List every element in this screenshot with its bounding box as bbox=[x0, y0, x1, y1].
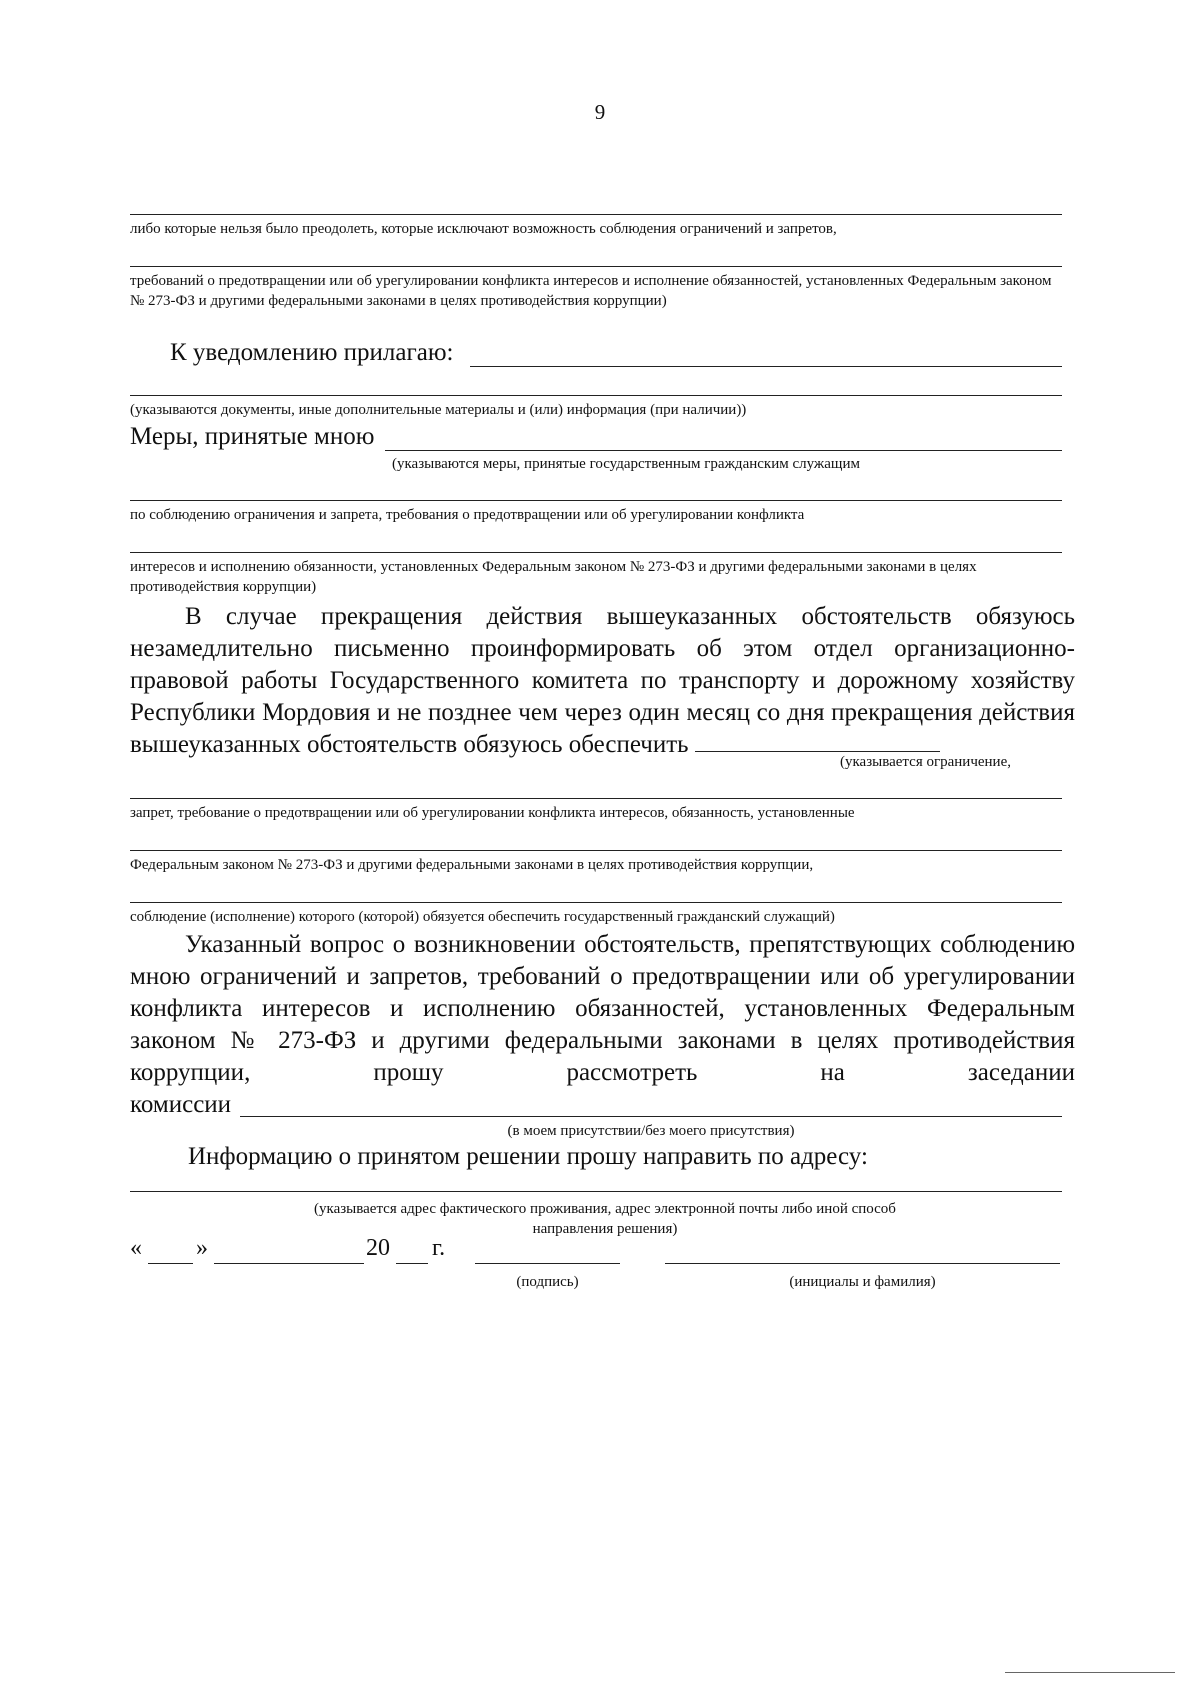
attach-field[interactable] bbox=[470, 338, 1062, 367]
restriction-hint-4: соблюдение (исполнение) которого (которой) обязуется обеспечить государственный гражданский служащий) bbox=[130, 909, 835, 925]
presence-hint: (в моем присутствии/без моего присутствия) bbox=[507, 1123, 795, 1139]
restriction-hint-2: запрет, требование о предотвращении или об урегулировании конфликта интересов, обязанность, установленные bbox=[130, 805, 855, 821]
name-label: (инициалы и фамилия) bbox=[789, 1274, 936, 1290]
address-hint: (указывается адрес фактического проживания, адрес электронной почты либо иной способ направления решения) bbox=[314, 1201, 896, 1237]
date-signature-row bbox=[130, 1235, 1070, 1269]
fill-line bbox=[130, 214, 1062, 215]
fill-line bbox=[130, 266, 1062, 267]
paragraph-request-text: Указанный вопрос о возникновении обстоятельств, препятствующих соблюдению мною ограничений и запретов, требований о предотвращении или об урегулировании конфликта интересов и исполнению обязанностей, установленных Федеральным законом № 273-ФЗ и другими федеральными законами в целях противодействия коррупции, прошу рассмотреть на заседании bbox=[130, 931, 1075, 1086]
signature-field[interactable] bbox=[475, 1235, 620, 1264]
scan-edge-line bbox=[1005, 1672, 1175, 1673]
hint-line-2: требований о предотвращении или об урегулировании конфликта интересов и исполнение обязанностей, установленных Федеральным законом № 273-ФЗ и другими федеральными законами в целях противодействия коррупции) bbox=[130, 273, 1052, 309]
measures-hint-3: интересов и исполнению обязанности, установленных Федеральным законом № 273-ФЗ и другими федеральными законами в целях противодействия коррупции) bbox=[130, 559, 977, 595]
fill-line bbox=[130, 850, 1062, 851]
date-month-field[interactable] bbox=[214, 1235, 364, 1264]
name-field[interactable] bbox=[665, 1235, 1060, 1264]
date-year-prefix: 20 bbox=[366, 1235, 390, 1261]
paragraph-request bbox=[130, 929, 1075, 1089]
fill-line bbox=[130, 798, 1062, 799]
paragraph-obligation-text: В случае прекращения действия вышеуказанных обстоятельств обязуюсь незамедлительно письменно проинформировать об этом отдел организационно-правовой работы Государственного комитета по транспорту и дорожному хозяйству Республики Мордовия и не позднее чем через один месяц со дня прекращения действия вышеуказанных обстоятельств обязуюсь обеспечить bbox=[130, 603, 1075, 758]
attach-hint: (указываются документы, иные дополнительные материалы и (или) информация (при наличии)) bbox=[130, 402, 747, 418]
date-year-suffix: г. bbox=[432, 1235, 446, 1261]
fill-line bbox=[130, 902, 1062, 903]
signature-label: (подпись) bbox=[516, 1274, 579, 1290]
attach-label: К уведомлению прилагаю: bbox=[170, 339, 454, 366]
measures-field[interactable] bbox=[385, 422, 1062, 451]
commission-word: комиссии bbox=[130, 1091, 232, 1118]
info-label: Информацию о принятом решении прошу направить по адресу: bbox=[188, 1143, 868, 1170]
restriction-hint-3: Федеральным законом № 273-ФЗ и другими федеральными законами в целях противодействия коррупции, bbox=[130, 857, 814, 873]
measures-hint: (указываются меры, принятые государственным гражданским служащим bbox=[392, 456, 861, 472]
measures-hint-2: по соблюдению ограничения и запрета, требования о предотвращении или об урегулировании конфликта bbox=[130, 507, 805, 523]
restriction-hint: (указывается ограничение, bbox=[840, 754, 1011, 770]
fill-line bbox=[130, 500, 1062, 501]
date-open-quote: « bbox=[130, 1235, 142, 1261]
fill-line bbox=[130, 552, 1062, 553]
date-day-field[interactable] bbox=[148, 1235, 193, 1264]
measures-label: Меры, принятые мною bbox=[130, 423, 375, 450]
address-field[interactable] bbox=[130, 1191, 1062, 1192]
date-year-field[interactable] bbox=[396, 1235, 428, 1264]
paragraph-obligation bbox=[130, 601, 1075, 761]
date-close-quote: » bbox=[196, 1235, 208, 1261]
presence-field[interactable] bbox=[240, 1088, 1062, 1117]
fill-line bbox=[130, 395, 1062, 396]
hint-line-1: либо которые нельзя было преодолеть, которые исключают возможность соблюдения ограничений и запретов, bbox=[130, 221, 837, 237]
page-number: 9 bbox=[594, 100, 606, 124]
restriction-field[interactable] bbox=[695, 729, 940, 752]
